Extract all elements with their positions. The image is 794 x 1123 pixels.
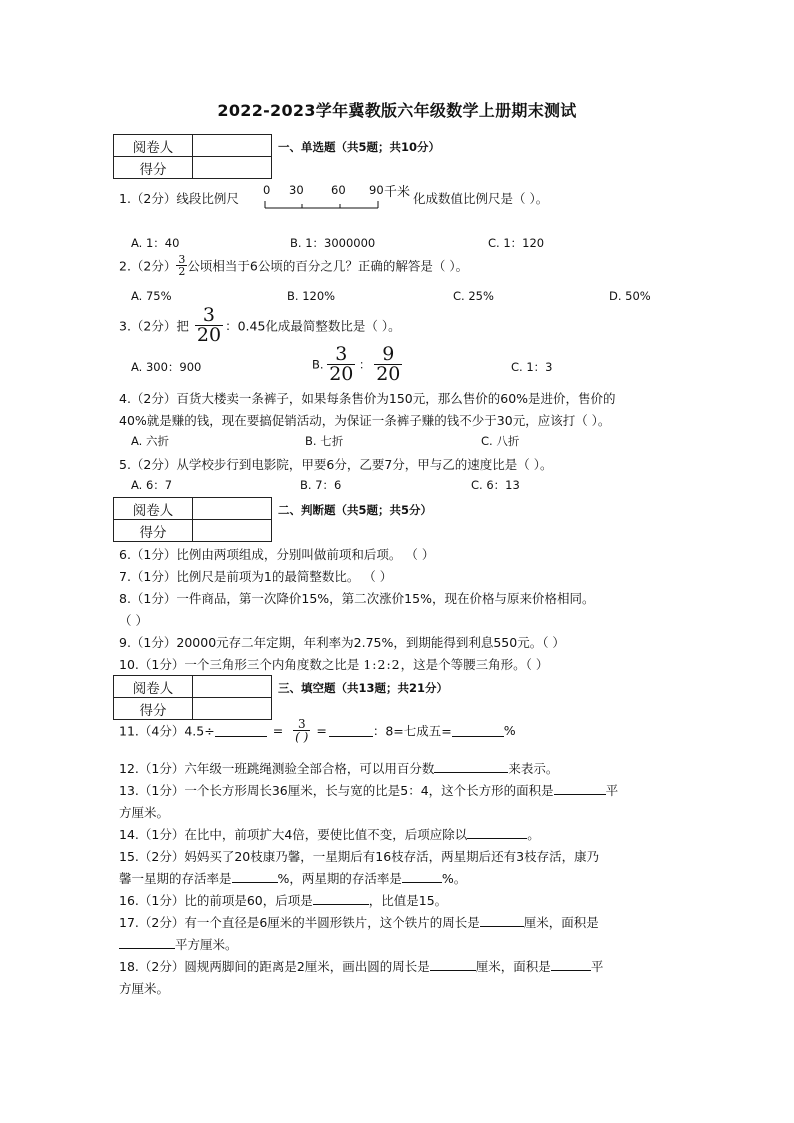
q15-blank-1[interactable] [232,870,278,883]
q4-option-a[interactable]: A. 六折 [131,434,169,448]
question-14 [119,825,540,843]
scale-ruler-line [264,199,384,213]
question-4-line-2: 40%就是赚的钱，现在要搞促销活动，为保证一条裤子赚的钱不少于30元，应该打（ ）。 [119,413,611,428]
question-16 [119,891,447,909]
q5-option-a[interactable]: A. 6：7 [131,478,173,492]
q3-optb-den-2: 20 [376,363,401,385]
question-12 [119,759,558,777]
q18-prefix: 18.（2分）圆规两脚间的距离是2厘米，画出圆的周长是 [119,959,430,974]
q11-frac-den: ( ) [295,730,309,744]
q4-option-c[interactable]: C. 八折 [481,434,520,448]
question-15-line-2 [119,869,466,887]
q3-option-a[interactable]: A. 300：900 [131,360,202,374]
q13-prefix: 13.（1分）一个长方形周长36厘米，长与宽的比是5：4，这个长方形的面积是 [119,783,554,798]
q5-option-b[interactable]: B. 7：6 [300,478,342,492]
question-18 [119,957,603,975]
q3-optb-label: B. [312,357,324,372]
q5-option-c[interactable]: C. 6：13 [471,478,520,492]
question-18-line-2: 方厘米。 [119,981,170,996]
q1-suffix: 化成数值比例尺是（ ）。 [413,191,549,206]
section-heading-3: 三、填空题（共13题；共21分） [278,681,449,695]
q17-prefix: 17.（2分）有一个直径是6厘米的半圆形铁片，这个铁片的周长是 [119,915,480,930]
q3-optb-fraction-1 [327,345,355,384]
q10-prefix: 10.（1分）一个三角形三个内角度数之比是 [119,657,360,672]
q16-prefix: 16.（1分）比的前项是60，后项是 [119,893,313,908]
q15-blank-2[interactable] [402,870,442,883]
q18-blank-1[interactable] [430,958,476,971]
question-8-line-2: （ ） [119,613,148,628]
scale-unit: 千米 [384,185,411,200]
q17-blank-1[interactable] [480,914,524,927]
q2-fraction [176,254,187,277]
question-8-line-1: 8.（1分）一件商品，第一次降价15%，第二次涨价15%，现在价格与原来价格相同。 [119,591,595,606]
question-5: 5.（2分）从学校步行到电影院，甲要6分，乙要7分，甲与乙的速度比是（ ）。 [119,457,553,472]
q15-part-a: 馨一星期的存活率是 [119,871,232,886]
q13-suffix: 平 [605,783,619,798]
q11-part3: ：8=七成五= [372,723,452,739]
q17-mid: 厘米，面积是 [523,915,599,930]
q2-frac-num: 3 [178,253,186,266]
q11-frac-num: 3 [293,718,310,731]
scale-label-0: 0 [263,183,271,197]
question-3 [119,306,401,345]
q18-mid: 厘米，面积是 [475,959,551,974]
q4-option-b[interactable]: B. 七折 [305,434,344,448]
scale-label-60: 60 [331,183,346,197]
q11-fraction [293,718,310,743]
scale-label-30: 30 [289,183,304,197]
q3-option-b[interactable] [312,345,402,384]
q15-part-b: %，两星期的存活率是 [277,871,402,886]
q3-prefix: 3.（2分）把 [119,318,189,334]
question-17 [119,913,599,931]
q17-line2: 平方厘米。 [175,937,238,952]
question-4-line-1: 4.（2分）百货大楼卖一条裤子，如果每条售价为150元，那么售价的60%是进价，售价的 [119,391,616,406]
score-box-1 [113,134,272,179]
q2-option-b[interactable]: B. 120% [287,289,336,303]
reviewer-cell[interactable] [193,498,272,520]
q16-blank[interactable] [313,892,369,905]
q2-prefix: 2.（2分） [119,258,177,274]
section-heading-1: 一、单选题（共5题；共10分） [278,140,441,154]
q14-blank[interactable] [467,826,527,839]
reviewer-label: 阅卷人 [114,676,193,698]
q1-option-b[interactable]: B. 1：3000000 [290,236,376,250]
q1-option-a[interactable]: A. 1：40 [131,236,180,250]
q3-suffix: ：0.45化成最简整数比是（ ）。 [225,318,401,334]
score-cell[interactable] [193,520,272,542]
question-13-line-2: 方厘米。 [119,805,170,820]
q15-part-c: %。 [441,871,467,886]
page-title: 2022-2023学年冀教版六年级数学上册期末测试 [217,101,577,120]
q1-option-c[interactable]: C. 1：120 [488,236,545,250]
q11-eq-2: = [316,723,327,738]
q11-prefix: 11.（4分）4.5÷ [119,723,215,739]
q3-frac-den: 20 [196,324,222,346]
scale-bar [264,183,414,213]
q1-prefix: 1.（2分）线段比例尺 [119,191,239,206]
reviewer-label: 阅卷人 [114,135,193,157]
q11-blank-2[interactable] [329,724,373,737]
q2-suffix: 公顷相当于6公顷的百分之几？正确的解答是（ ）。 [187,258,469,274]
q3-option-c[interactable]: C. 1：3 [511,360,553,374]
q3-optb-sep: ： [359,357,371,372]
score-cell[interactable] [193,157,272,179]
question-13 [119,781,618,799]
score-cell[interactable] [193,698,272,720]
question-1 [119,189,239,207]
q11-blank-3[interactable] [452,724,504,737]
q3-optb-num-1: 3 [327,345,355,365]
q10-ratio: 1:2:2 [363,657,401,672]
score-box-3 [113,675,272,720]
section-heading-2: 二、判断题（共5题；共5分） [278,503,433,517]
question-17-line-2 [119,935,238,953]
question-10 [119,655,548,673]
q14-suffix: 。 [527,827,540,842]
q18-blank-2[interactable] [551,958,591,971]
q12-suffix: 来表示。 [508,761,559,776]
q2-option-a[interactable]: A. 75% [131,289,172,303]
q11-blank-1[interactable] [215,724,267,737]
scale-label-90: 90 [369,183,384,197]
question-7: 7.（1分）比例尺是前项为1的最简整数比。 （ ） [119,569,393,584]
question-9: 9.（1分）20000元存二年定期，年利率为2.75%，到期能得到利息550元。（ ） [119,635,565,650]
question-2 [119,254,468,277]
q3-fraction [195,306,223,345]
q2-option-c[interactable]: C. 25% [453,289,494,303]
reviewer-cell[interactable] [193,676,272,698]
score-box-2 [113,497,272,542]
q10-suffix: ，这是个等腰三角形。（ ） [400,657,549,672]
q3-frac-num: 3 [195,306,223,326]
q13-blank[interactable] [554,782,606,795]
q3-optb-den-1: 20 [329,363,354,385]
q12-blank[interactable] [434,760,508,773]
q12-prefix: 12.（1分）六年级一班跳绳测验全部合格，可以用百分数 [119,761,435,776]
question-6: 6.（1分）比例由两项组成，分别叫做前项和后项。 （ ） [119,547,435,562]
q3-optb-num-2: 9 [374,345,402,365]
q2-frac-den: 2 [178,265,186,278]
reviewer-label: 阅卷人 [114,498,193,520]
q16-suffix: ，比值是15。 [368,893,448,908]
q3-optb-fraction-2 [374,345,402,384]
score-label: 得分 [114,157,193,179]
q2-option-d[interactable]: D. 50% [609,289,651,303]
q17-blank-2[interactable] [119,936,175,949]
score-label: 得分 [114,698,193,720]
score-label: 得分 [114,520,193,542]
q11-pct: % [503,723,516,738]
question-15-line-1: 15.（2分）妈妈买了20枝康乃馨，一星期后有16枝存活，两星期后还有3枝存活，康乃 [119,849,600,864]
reviewer-cell[interactable] [193,135,272,157]
q14-prefix: 14.（1分）在比中，前项扩大4倍，要使比值不变，后项应除以 [119,827,468,842]
q11-eq-1: = [272,723,284,738]
q18-suffix: 平 [590,959,604,974]
question-11 [119,718,516,743]
